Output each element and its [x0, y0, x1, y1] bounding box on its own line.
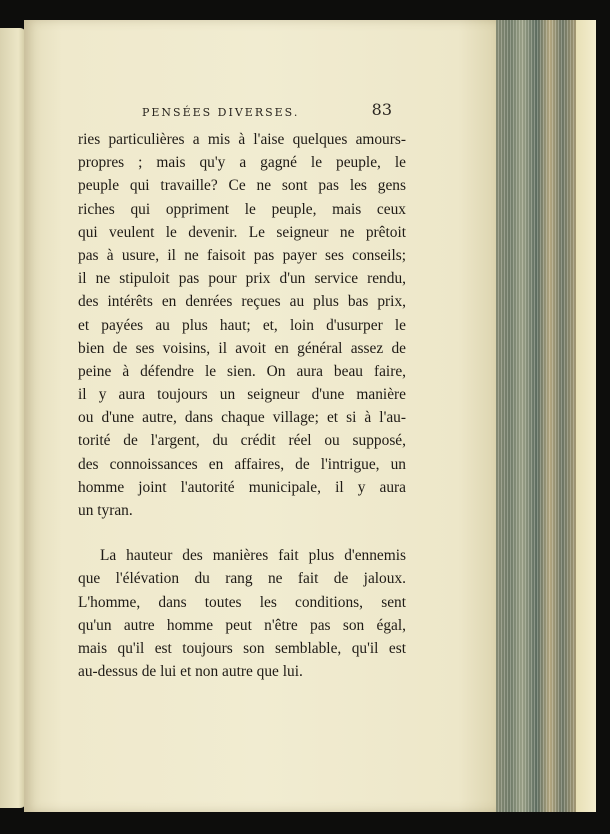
text-line: L'homme, dans toutes les conditions, sent	[78, 593, 406, 611]
text-line: ou d'une autre, dans chaque village; et si à l'au-	[78, 409, 406, 427]
text-line: torité de l'argent, du crédit réel ou supposé,	[78, 432, 406, 450]
facing-page-edge	[0, 28, 26, 808]
book-page-edges	[492, 20, 592, 812]
text-line: ries particulières a mis à l'aise quelques amours-	[78, 131, 406, 148]
text-line: La hauteur des manières fait plus d'ennemis	[100, 547, 406, 565]
text-line: qui veulent le devenir. Le seigneur ne prêtoit	[78, 223, 406, 241]
page-number: 83	[371, 100, 392, 119]
text-line: au-dessus de lui et non autre que lui.	[78, 663, 303, 681]
text-line: peuple qui travaille? Ce ne sont pas les gens	[78, 177, 406, 195]
text-line: propres ; mais qu'y a gagné le peuple, le	[78, 154, 406, 172]
text-line: bien de ses voisins, il avoit en général assez de	[78, 339, 406, 357]
text-line: il ne stipuloit pas pour prix d'un service rendu,	[78, 270, 406, 288]
text-line: homme joint l'autorité municipale, il y aura	[78, 478, 406, 496]
text-line: que l'élévation du rang ne fait de jaloux.	[78, 570, 406, 588]
text-line: des connoissances en affaires, de l'intrigue, un	[78, 455, 406, 473]
paragraph-1	[78, 128, 406, 522]
text-line: riches qui oppriment le peuple, mais ceux	[78, 200, 406, 218]
text-line: qu'un autre homme peut n'être pas son égal,	[78, 616, 406, 634]
text-line: des intérêts en denrées reçues au plus bas prix,	[78, 293, 406, 311]
running-head: PENSÉES DIVERSES.	[142, 106, 300, 119]
text-line: et payées au plus haut; et, loin d'usurper le	[78, 316, 406, 334]
text-line: mais qu'il est toujours son semblable, qu'il est	[78, 639, 406, 657]
text-line: il y aura toujours un seigneur d'une manière	[78, 386, 406, 404]
paragraph-2	[78, 544, 406, 683]
page-body-text	[78, 128, 406, 683]
paragraph-spacer	[78, 522, 406, 544]
text-line: un tyran.	[78, 502, 133, 519]
page-header	[142, 100, 392, 122]
text-line: peine à défendre le sien. On aura beau faire,	[78, 362, 406, 380]
text-line: pas à usure, il ne faisoit pas payer ses conseils;	[78, 246, 406, 264]
